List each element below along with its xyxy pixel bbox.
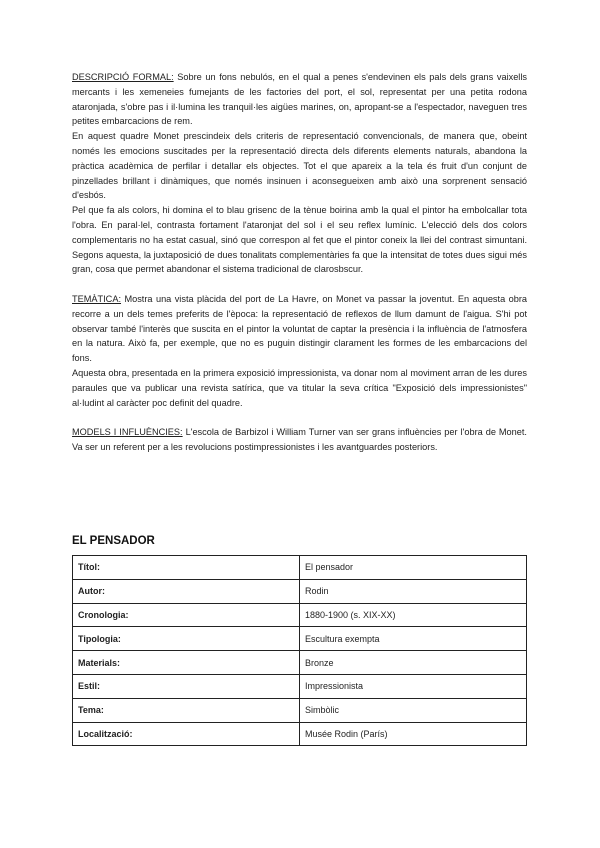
field-value: Musée Rodin (París) (300, 722, 527, 746)
paragraph: DESCRIPCIÓ FORMAL: Sobre un fons nebulós, en el qual a penes s'endevinen els pals dels grans vaixells mercants i les xemeneies fumejants de les factories del port, el sol, representat per una petita rodona ataronjada, s'obre pas i il·lumina les tranquil·les aigües marines, on, apropant-se a l'espectador, naveguen tres petites embarcacions de rem. (72, 72, 527, 127)
paragraph: En aquest quadre Monet prescindeix dels criteris de representació convencionals, de manera que, obeint només les emocions suscitades per la representació directa dels diferents elements naturals, abandona la pràctica acadèmica de perfilar i detallar els objectes. Tot el que apareix a la tela és fruit d'un conjunt de pinzellades brillant i dinàmiques, que només insinuen i aconsegueixen amb això una sorprenent sensació d'esbós. (72, 131, 527, 201)
table-row (73, 698, 527, 722)
paragraph: MODELS I INFLUÈNCIES: L'escola de Barbizol i William Turner van ser grans influències per l'obra de Monet. Va ser un referent per a les revolucions postimpressionistes i les avantguardes posteriors. (72, 427, 527, 452)
field-value: Simbòlic (300, 698, 527, 722)
section-label: MODELS I INFLUÈNCIES: (72, 427, 183, 438)
section-tematica (72, 292, 527, 410)
table-row (73, 674, 527, 698)
paragraph: TEMÀTICA: Mostra una vista plàcida del port de La Havre, on Monet va passar la joventut. En aquesta obra recorre a un dels temes preferits de l'època: la representació de reflexos de llum damunt de l'aigua. S'hi pot observar també l'interès que suscita en el pintor la voluntat de captar la presència i la influència de l'atmosfera en la natura. Això fa, per exemple, que no es puguin distingir clarament les formes de les embarcacions del fons. (72, 293, 527, 364)
table-row (73, 627, 527, 651)
field-key: Títol: (73, 556, 300, 580)
field-key: Estil: (73, 674, 300, 698)
field-key: Cronologia: (73, 603, 300, 627)
field-key: Materials: (73, 651, 300, 675)
section-descripcio-formal (72, 70, 527, 277)
field-value: Rodin (300, 579, 527, 603)
field-value: El pensador (300, 556, 527, 580)
paragraph: Aquesta obra, presentada en la primera exposició impressionista, va donar nom al moviment arran de les dures paraules que va publicar una revista satírica, que va titular la seva crítica "Exposició dels impressionistes" al·ludint al caràcter poc definit del quadre. (72, 367, 527, 408)
spacer (72, 410, 527, 425)
field-value: Escultura exempta (300, 627, 527, 651)
field-key: Localització: (73, 722, 300, 746)
field-key: Autor: (73, 579, 300, 603)
section-models-influencies (72, 425, 527, 455)
table-row (73, 651, 527, 675)
artwork-info-table (72, 555, 527, 746)
commentary-text (72, 70, 527, 455)
field-key: Tema: (73, 698, 300, 722)
table-row (73, 722, 527, 746)
field-value: Impressionista (300, 674, 527, 698)
spacer (72, 277, 527, 292)
field-value: Bronze (300, 651, 527, 675)
field-key: Tipologia: (73, 627, 300, 651)
table-row (73, 556, 527, 580)
section-label: DESCRIPCIÓ FORMAL: (72, 72, 174, 82)
field-value: 1880-1900 (s. XIX-XX) (300, 603, 527, 627)
section-label: TEMÀTICA: (72, 293, 122, 304)
table-row (73, 603, 527, 627)
artwork-title: EL PENSADOR (72, 535, 155, 547)
paragraph: Pel que fa als colors, hi domina el to blau grisenc de la tènue boirina amb la qual el pintor ha embolcallar tota l'obra. En paral·lel, contrasta fortament l'ataronjat del sol i el seu reflex lumínic. L'elecció dels dos colors complementaris no ha estat casual, sinó que correspon al fet que el pintor coneix la llei del contrast simuntani. Segons aquesta, la juxtaposició de dues tonalitats complementàries fa que la intensitat de totes dues sigui més gran, cosa que permet abandonar el sistema tradicional de clarosbscur. (72, 205, 527, 275)
table-row (73, 579, 527, 603)
